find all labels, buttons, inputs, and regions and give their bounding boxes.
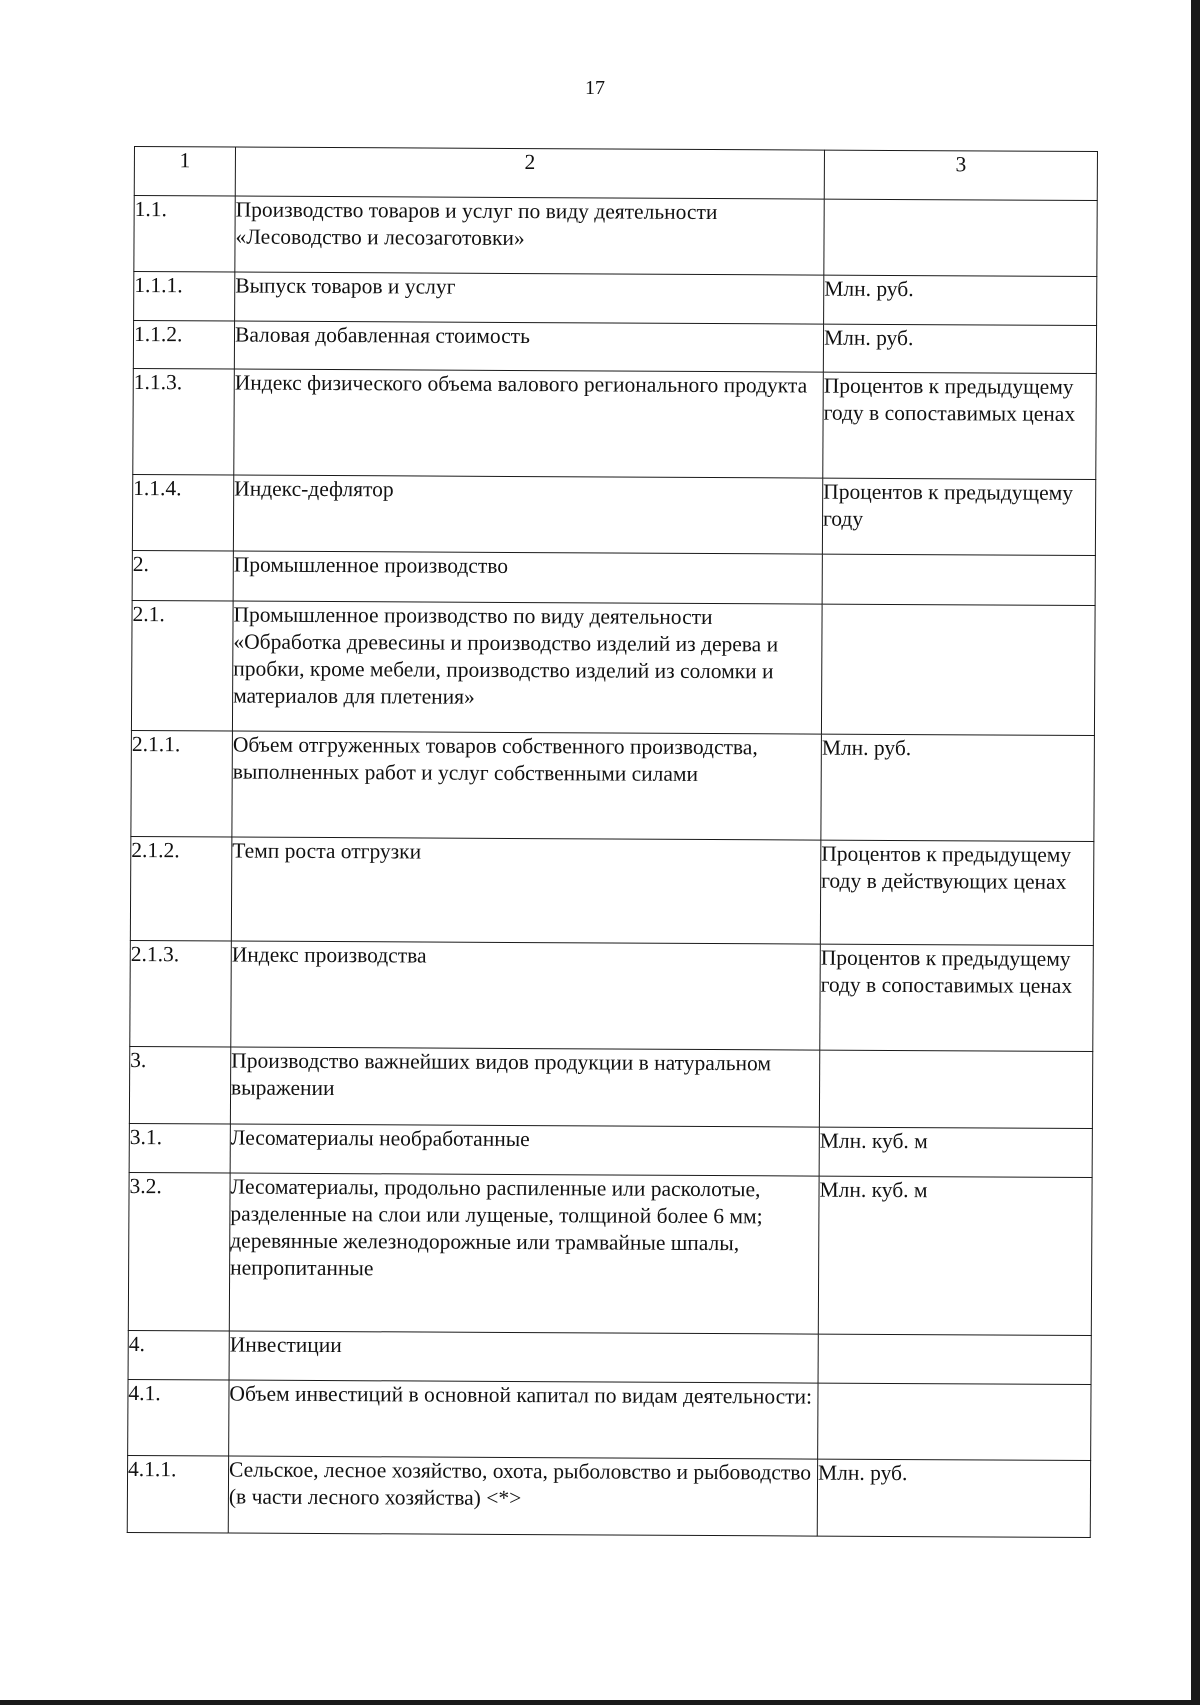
row-indicator: Сельское, лесное хозяйство, охота, рыболовство и рыбоводство (в части лесного хозяйства) <*> — [228, 1456, 817, 1536]
row-indicator: Промышленное производство — [233, 551, 822, 604]
row-indicator: Промышленное производство по виду деятельности «Обработка древесины и производство изделий из дерева и пробки, кроме мебели, производство изделий из соломки и материалов для плетения» — [232, 601, 822, 734]
row-unit: Млн. куб. м — [819, 1127, 1092, 1177]
header-col-1: 1 — [134, 147, 235, 197]
row-number: 2.1.2. — [130, 836, 232, 941]
row-unit: Млн. руб. — [817, 1459, 1090, 1537]
table-row — [129, 1046, 1092, 1128]
table-row — [128, 1330, 1091, 1384]
table-row — [131, 600, 1095, 735]
table-row — [130, 836, 1094, 945]
table-row — [131, 730, 1095, 841]
row-unit: Млн. руб. — [823, 324, 1096, 373]
row-number: 2.1.1. — [131, 730, 233, 837]
row-indicator: Индекс-дефлятор — [233, 475, 822, 554]
scan-edge-right — [1191, 0, 1200, 1705]
table-row — [134, 272, 1097, 326]
row-indicator-line: деревянные железнодорожные или трамвайные шпалы, непропитанные — [230, 1228, 740, 1281]
row-indicator: Лесоматериалы необработанные — [230, 1124, 819, 1176]
row-number: 1.1.4. — [132, 474, 233, 551]
row-indicator-line: Лесоматериалы, продольно распиленные или расколотые, разделенные на слои или лущеные, толщиной более 6 мм; — [230, 1174, 763, 1229]
row-unit: Процентов к предыдущему году — [822, 478, 1095, 555]
table-row — [128, 1379, 1091, 1460]
header-col-2: 2 — [235, 147, 824, 199]
row-indicator: Производство важнейших видов продукции в натуральном выражении — [230, 1047, 819, 1127]
table-row — [132, 474, 1095, 555]
table-row — [133, 368, 1097, 479]
row-number: 3.1. — [129, 1123, 230, 1173]
row-number: 1.1. — [134, 196, 235, 273]
table-row — [129, 1123, 1092, 1177]
row-indicator — [229, 1173, 819, 1334]
row-indicator: Темп роста отгрузки — [231, 837, 821, 944]
row-indicator: Индекс производства — [231, 941, 821, 1050]
row-unit: Процентов к предыдущему году в сопоставимых ценах — [823, 372, 1097, 479]
row-number: 1.1.1. — [134, 272, 235, 322]
row-indicator: Производство товаров и услуг по виду деятельности «Лесоводство и лесозаготовки» — [235, 196, 824, 275]
row-unit: Млн. куб. м — [818, 1176, 1092, 1335]
table-row — [134, 196, 1097, 277]
row-number: 4. — [128, 1330, 229, 1380]
row-unit — [822, 554, 1095, 605]
page-number: 17 — [585, 77, 605, 99]
table-row — [128, 1172, 1092, 1335]
table-row — [133, 321, 1096, 374]
row-unit — [821, 604, 1095, 735]
row-number: 4.1.1. — [127, 1455, 228, 1533]
row-unit: Процентов к предыдущему году в сопоставимых ценах — [820, 944, 1094, 1051]
row-number: 3. — [129, 1046, 230, 1124]
scan-edge-bottom — [0, 1700, 1200, 1705]
row-unit: Процентов к предыдущему году в действующих ценах — [820, 840, 1094, 945]
indicators-table — [127, 146, 1098, 1538]
row-number: 1.1.2. — [133, 321, 234, 370]
table-row — [127, 1455, 1090, 1537]
row-indicator: Объем отгруженных товаров собственного производства, выполненных работ и услуг собственными силами — [232, 731, 822, 840]
row-unit — [818, 1383, 1091, 1460]
row-number: 3.2. — [128, 1172, 230, 1331]
row-number: 1.1.3. — [133, 368, 235, 475]
row-unit: Млн. руб. — [821, 734, 1095, 841]
row-indicator: Валовая добавленная стоимость — [234, 321, 823, 372]
table-row — [130, 940, 1094, 1051]
row-unit — [819, 1050, 1092, 1128]
table-row — [132, 550, 1095, 605]
row-number: 2.1.3. — [130, 940, 232, 1047]
row-indicator: Объем инвестиций в основной капитал по видам деятельности: — [229, 1380, 818, 1459]
row-unit: Млн. руб. — [824, 275, 1097, 325]
row-unit — [818, 1334, 1091, 1384]
header-col-3: 3 — [824, 150, 1097, 200]
row-indicator: Индекс физического объема валового регионального продукта — [234, 369, 824, 478]
row-number: 2. — [132, 550, 233, 601]
row-indicator: Выпуск товаров и услуг — [235, 272, 824, 324]
row-indicator: Инвестиции — [229, 1331, 818, 1383]
row-unit — [824, 199, 1097, 276]
row-number: 4.1. — [128, 1379, 229, 1456]
row-number: 2.1. — [131, 600, 233, 731]
table-header-row — [134, 147, 1097, 201]
